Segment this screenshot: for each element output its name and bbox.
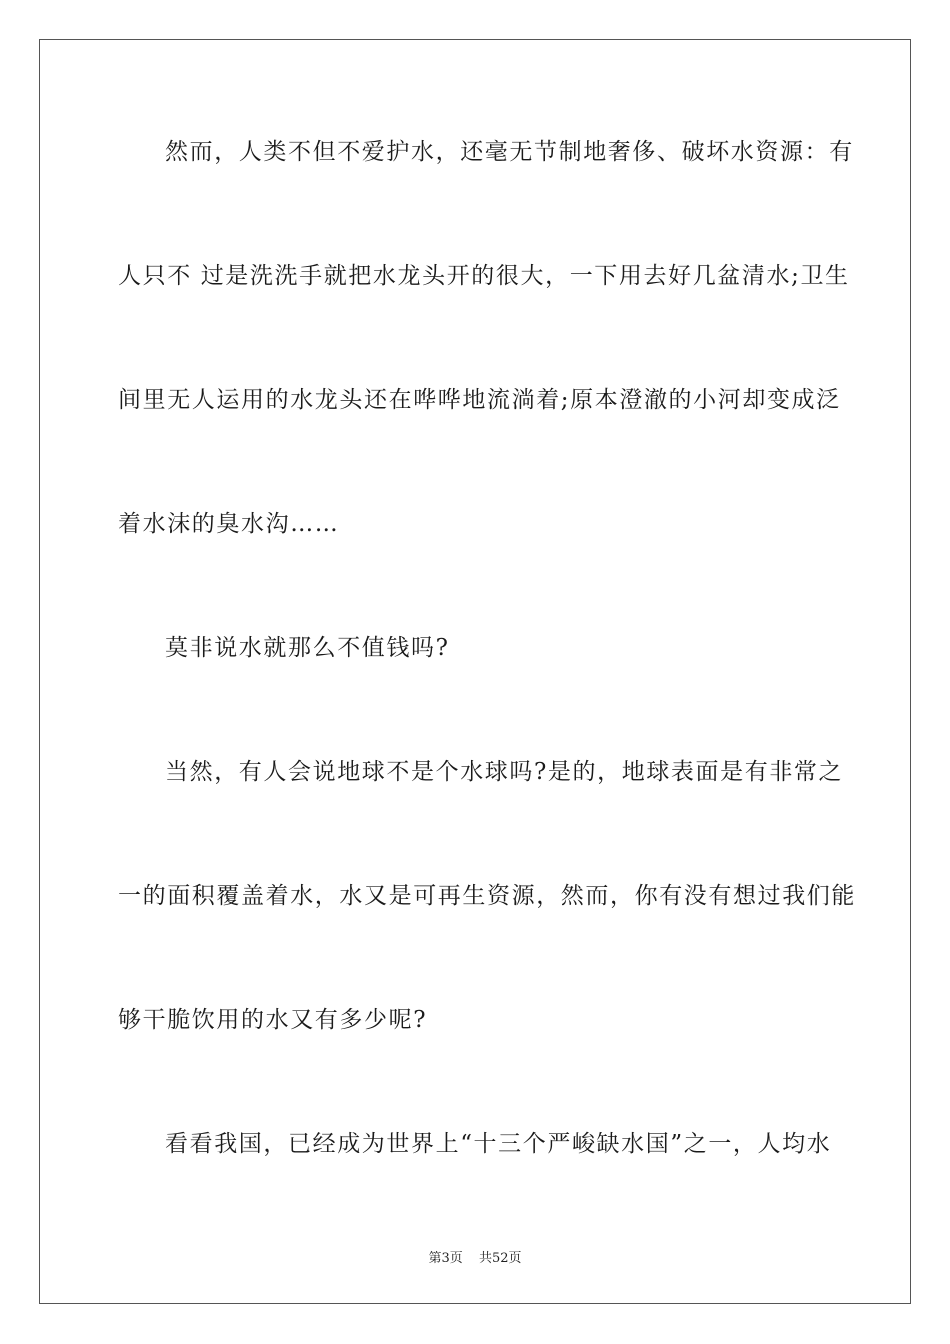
paragraph-line: 莫非说水就那么不值钱吗? bbox=[165, 635, 450, 661]
page-total: 共52页 bbox=[478, 1251, 522, 1266]
paragraph-line: 当然，有人会说地球不是个水球吗?是的，地球表面是有非常之 bbox=[165, 759, 844, 785]
paragraph-line: 然而，人类不但不爱护水，还毫无节制地奢侈、破坏水资源：有 bbox=[165, 139, 854, 165]
page-footer bbox=[0, 1247, 950, 1266]
paragraph-line: 人只不 过是洗洗手就把水龙头开的很大，一下用去好几盆清水;卫生 bbox=[118, 263, 850, 289]
paragraph-line: 够干脆饮用的水又有多少呢? bbox=[118, 1007, 428, 1033]
paragraph-line: 着水沫的臭水沟…… bbox=[118, 511, 340, 537]
paragraph-line: 一的面积覆盖着水，水又是可再生资源，然而，你有没有想过我们能 bbox=[118, 883, 856, 909]
page-frame bbox=[39, 39, 911, 1304]
paragraph-line: 间里无人运用的水龙头还在哗哗地流淌着;原本澄澈的小河却变成泛 bbox=[118, 387, 841, 413]
page-number: 第3页 bbox=[428, 1251, 463, 1266]
paragraph-line: 看看我国，已经成为世界上“十三个严峻缺水国”之一，人均水 bbox=[165, 1131, 832, 1157]
